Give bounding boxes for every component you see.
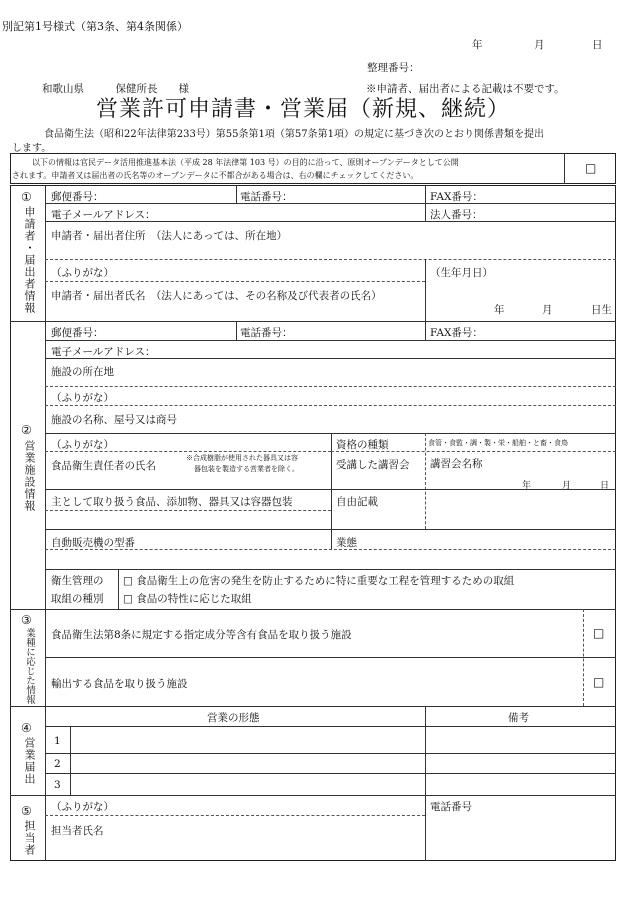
business-row-number: 3 <box>54 779 61 791</box>
contact-name-label: 担当者氏名 <box>51 825 104 837</box>
sec2-location-label: 施設の所在地 <box>51 366 114 378</box>
form-number: 別記第1号様式（第3条、第4条関係） <box>2 20 188 33</box>
course-attended-label: 受講した講習会 <box>336 459 410 471</box>
sec2-fax-label: FAX番号： <box>430 327 483 339</box>
date-year: 年 <box>472 39 483 51</box>
qualification-options: 食管・食監・調・製・栄・船舶・と畜・食鳥 <box>428 439 568 447</box>
date-month: 月 <box>534 39 545 51</box>
sec2-number: ② <box>21 423 32 437</box>
seiri-number: 整理番号： <box>367 62 420 74</box>
course-year: 年 <box>522 481 532 491</box>
business-type-label: 業態 <box>336 537 357 549</box>
hygiene-manager-note-1: ※合成樹脂が使用された器具又は容 <box>186 454 298 462</box>
sec3-number: ③ <box>21 613 32 627</box>
open-data-line-2: されます。申請者又は届出者の氏名等のオープンデータに不都合がある場合は、右の欄にチェックしてください。 <box>12 171 419 180</box>
hygiene-manager-note-2: 器包装を製造する営業者を除く。 <box>194 465 299 473</box>
sec1-fax-label: FAX番号： <box>430 191 483 203</box>
sec1-birth-month: 月 <box>542 304 553 316</box>
hygiene-practice-label-1: 衛生管理の <box>51 575 104 587</box>
sec1-birth-label: （生年月日） <box>430 267 493 279</box>
sec5-number: ⑤ <box>21 804 32 818</box>
sec1-postal-label: 郵便番号： <box>51 191 104 203</box>
sec4-label: 営業届出 <box>23 737 36 785</box>
course-name-label: 講習会名称 <box>430 458 483 470</box>
qualification-type-label: 資格の種類 <box>336 439 389 451</box>
sec1-number: ① <box>21 190 32 204</box>
haccp-checkbox-option[interactable]: □ 食品衛生上の危害の発生を防止するために特に重要な工程を管理するための取組 <box>123 575 515 587</box>
sec2-furigana-label: （ふりがな） <box>51 392 114 404</box>
date-day: 日 <box>592 39 603 51</box>
intro-line-1: 食品衛生法（昭和22年法律第233号）第55条第1項（第57条第1項）の規定に基づき次のとおり関係書類を提出 <box>44 129 544 140</box>
business-row-number: 2 <box>54 758 61 770</box>
sec2-phone-label: 電話番号： <box>240 327 293 339</box>
sec2-email-label: 電子メールアドレス： <box>51 346 156 358</box>
main-items-label: 主として取り扱う食品、添加物、器具又は容器包装 <box>51 496 293 508</box>
course-month: 月 <box>562 481 572 491</box>
sec5-label: 担当者 <box>23 820 36 856</box>
addressee: 和歌山県 保健所長 様 <box>42 83 189 95</box>
contact-phone-label: 電話番号 <box>430 801 472 813</box>
sec1-phone-label: 電話番号： <box>240 191 293 203</box>
business-form-header: 営業の形態 <box>207 712 260 724</box>
vending-machine-label: 自動販売機の型番 <box>51 537 135 549</box>
sec1-furigana-label: （ふりがな） <box>51 267 114 279</box>
course-day: 日 <box>600 481 610 491</box>
export-food-checkbox[interactable]: □ <box>593 675 605 689</box>
free-description-label: 自由記載 <box>336 496 378 508</box>
sec2-facility-name-label: 施設の名称、屋号又は商号 <box>51 414 177 426</box>
sec2-label: 営業施設情報 <box>23 440 36 512</box>
form-title: 営業許可申請書・営業届（新規、継続） <box>96 97 511 122</box>
application-form-table <box>10 185 616 861</box>
sec4-number: ④ <box>21 721 32 735</box>
remarks-header: 備考 <box>508 712 529 724</box>
intro-line-2: します。 <box>12 143 52 154</box>
sec1-corp-number-label: 法人番号： <box>430 209 483 221</box>
sec3-label: 業種に応じた情報 <box>24 628 35 704</box>
export-food-facility-label: 輸出する食品を取り扱う施設 <box>51 678 188 690</box>
food-characteristics-checkbox-option[interactable]: □ 食品の特性に応じた取組 <box>123 593 252 605</box>
designated-ingredient-checkbox[interactable]: □ <box>593 626 605 640</box>
contact-furigana-label: （ふりがな） <box>51 801 114 813</box>
sec1-email-label: 電子メールアドレス： <box>51 209 156 221</box>
sec1-birth-year: 年 <box>494 304 505 316</box>
staff-note: ※申請者、届出者による記載は不要です。 <box>366 83 565 95</box>
open-data-line-1: 以下の情報は官民データ活用推進基本法（平成 28 年法律第 103 号）の目的に沿って、原則オープンデータとして公開 <box>32 158 459 167</box>
sec1-address-label: 申請者・届出者住所 （法人にあっては、所在地） <box>51 230 288 242</box>
sec1-birth-day: 日生 <box>591 304 612 316</box>
sec1-label: 申請者・届出者情報 <box>23 206 36 314</box>
sec2-furigana2-label: （ふりがな） <box>51 439 114 451</box>
hygiene-practice-label-2: 取組の種別 <box>51 593 104 605</box>
designated-ingredient-facility-label: 食品衛生法第8条に規定する指定成分等含有食品を取り扱う施設 <box>51 629 352 641</box>
sec2-postal-label: 郵便番号： <box>51 327 104 339</box>
sec1-name-label: 申請者・届出者氏名 （法人にあっては、その名称及び代表者の氏名） <box>51 290 382 302</box>
hygiene-manager-label: 食品衛生責任者の氏名 <box>51 460 156 472</box>
business-row-number: 1 <box>54 735 61 747</box>
open-data-checkbox[interactable]: □ <box>585 161 597 175</box>
